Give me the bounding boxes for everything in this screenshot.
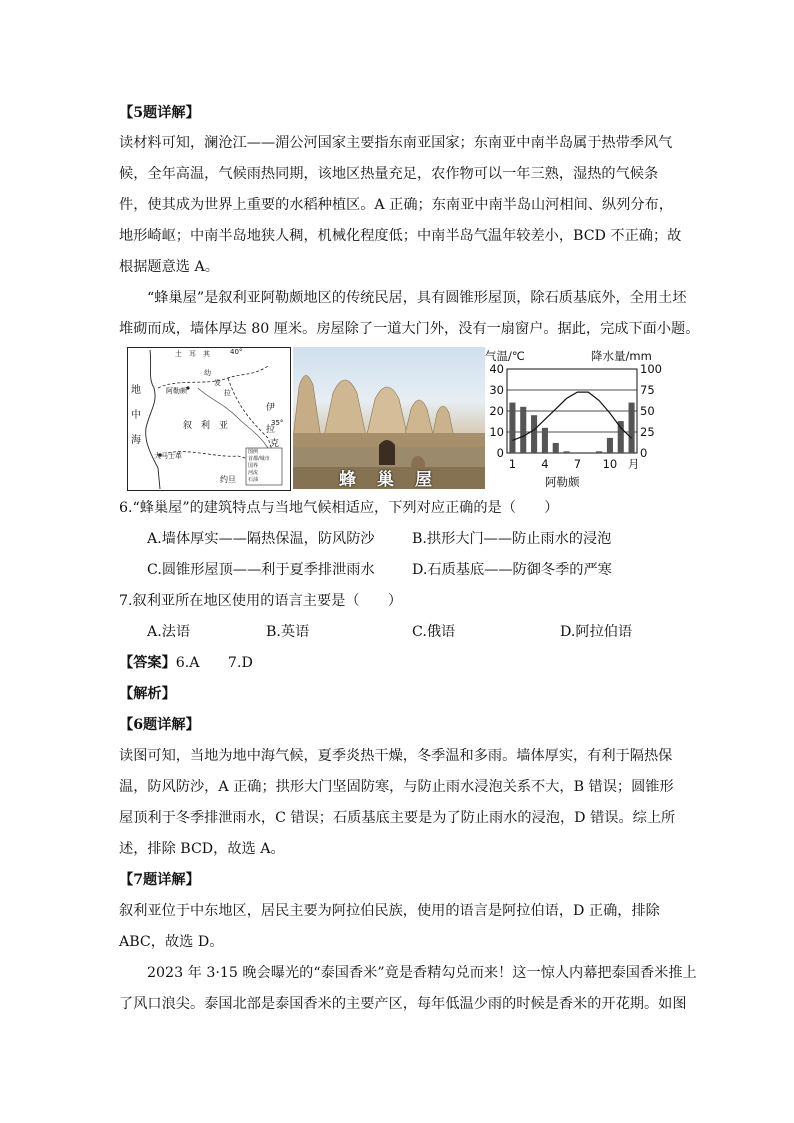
month-tick-label: 4 — [541, 457, 549, 471]
right-tick-label: 0 — [640, 446, 648, 460]
map-label-mediterranean: 中 — [131, 410, 141, 421]
q6-option-d: D.石质基底——防御冬季的严寒 — [412, 562, 612, 578]
right-axis-label: 降水量/mm — [591, 349, 652, 363]
precipitation-bar — [542, 428, 548, 453]
month-tick-label: 7 — [573, 457, 582, 471]
map-label-iraq: 拉 — [266, 425, 276, 435]
next-passage-line: 了风口浪尖。泰国北部是泰国香米的主要产区，每年低温少雨的时候是香米的开花期。如图 — [119, 996, 687, 1012]
q5-heading: 【5题详解】 — [119, 105, 200, 121]
precipitation-bar — [553, 443, 559, 453]
left-tick-label: 40 — [489, 362, 504, 376]
answer-line — [119, 653, 253, 673]
legend-item: 石油 — [248, 477, 259, 483]
intro-text-line: “蜂巢屋”是叙利亚阿勒颇地区的传统民居，具有圆锥形屋顶，除石质基底外，全用土坯 — [147, 290, 687, 306]
temperature-line — [512, 392, 631, 440]
q7-option-b: B.英语 — [266, 624, 310, 640]
x-unit-label: 月 — [627, 457, 640, 471]
q6-detail-line: 屋顶利于冬季排泄雨水，C 错误；石质基底主要是为了防止雨水的浸泡，D 错误。综上所 — [119, 810, 676, 826]
q5-text-line: 读材料可知，澜沧江——湄公河国家主要指东南亚国家；东南亚中南半岛属于热带季风气 — [119, 135, 673, 151]
q7-detail-line: ABC，故选 D。 — [119, 934, 224, 950]
right-tick-label: 100 — [640, 362, 662, 376]
q6-option-b: B.拱形大门——防止雨水的浸泡 — [412, 531, 612, 547]
month-tick-label: 1 — [508, 457, 517, 471]
q6-detail-heading: 【6题详解】 — [119, 717, 200, 733]
q7-detail-line: 叙利亚位于中东地区，居民主要为阿拉伯民族，使用的语言是阿拉伯语，D 正确，排除 — [119, 903, 660, 919]
q5-text-line: 地形崎岖；中南半岛地狭人稠，机械化程度低；中南半岛气温年较差小，BCD 不正确；故 — [119, 228, 682, 244]
precipitation-bar — [607, 438, 613, 453]
right-tick-label: 25 — [640, 425, 655, 439]
right-tick-label: 75 — [640, 383, 655, 397]
map-label-iraq: 克 — [270, 439, 280, 449]
precipitation-bar — [509, 403, 515, 453]
map-label-river: 幼 — [204, 369, 211, 377]
syria-map — [127, 347, 291, 491]
precipitation-bar — [531, 415, 537, 453]
q7-detail-heading: 【7题详解】 — [119, 872, 200, 888]
precipitation-bar — [564, 451, 570, 453]
q5-text-line: 候，全年高温，气候雨热同期，该地区热量充足，农作物可以一年三熟，湿热的气候条 — [119, 166, 659, 182]
left-tick-label: 30 — [489, 383, 504, 397]
map-label-mediterranean: 海 — [131, 435, 141, 446]
q7-stem: 7.叙利亚所在地区使用的语言主要是（ ） — [119, 593, 403, 609]
legend-item: 图例 — [248, 449, 259, 455]
map-label-river: 拉 — [224, 389, 231, 397]
map-label-turkey: 土 耳 其 — [175, 350, 210, 358]
intro-text-line: 堆砌而成，墙体厚达 80 厘米。房屋除了一道大门外，没有一扇窗户。据此，完成下面小题。 — [119, 321, 700, 337]
q6-stem: 6.“蜂巢屋”的建筑特点与当地气候相适应，下列对应正确的是（ ） — [119, 500, 559, 516]
map-label-syria: 叙 利 亚 — [183, 421, 229, 431]
q6-option-c: C.圆锥形屋顶——利于夏季排泄雨水 — [147, 562, 375, 578]
q6-detail-line: 读图可知，当地为地中海气候，夏季炎热干燥，冬季温和多雨。墙体厚实，有利于隔热保 — [119, 748, 673, 764]
right-tick-label: 50 — [640, 404, 655, 418]
precipitation-bar — [520, 407, 526, 453]
left-tick-label: 10 — [489, 425, 504, 439]
answer-value: 6.A 7.D — [175, 655, 253, 671]
map-label-river: 发 — [214, 379, 221, 387]
map-legend — [248, 449, 270, 484]
map-label-lat40: 40° — [230, 348, 243, 356]
analysis-heading: 【解析】 — [119, 686, 176, 702]
next-passage-line: 2023 年 3·15 晚会曝光的“泰国香米”竟是香精勾兑而来！这一惊人内幕把泰国香米推上 — [147, 965, 697, 981]
month-tick-label: 10 — [602, 457, 618, 471]
q5-text-line: 根据题意选 A。 — [119, 259, 219, 275]
left-tick-label: 0 — [496, 446, 504, 460]
climate-chart-svg — [485, 347, 667, 489]
climate-chart — [485, 347, 667, 489]
q6-option-a: A.墙体厚实——隔热保温，防风防沙 — [147, 531, 375, 547]
q6-detail-line: 述，排除 BCD，故选 A。 — [119, 841, 285, 857]
map-label-aleppo: 阿勒颇 — [166, 387, 187, 395]
q7-option-a: A.法语 — [147, 624, 191, 640]
beehive-house-photo — [293, 347, 485, 489]
map-label-lat35: 35° — [271, 419, 284, 427]
answer-label: 【答案】 — [119, 655, 176, 671]
map-label-iraq: 伊 — [266, 403, 276, 413]
map-label-damascus: 大马士革 — [154, 452, 182, 460]
q5-text-line: 件，使其成为世界上重要的水稻种植区。A 正确；东南亚中南半岛山河相间、纵列分布， — [119, 197, 673, 213]
map-label-mediterranean: 地 — [131, 385, 141, 396]
q7-option-c: C.俄语 — [412, 624, 456, 640]
map-label-jordan: 约旦 — [220, 475, 236, 484]
left-axis-label: 气温/℃ — [485, 349, 525, 363]
legend-item: 河流 — [248, 470, 259, 476]
photo-caption: 蜂 巢 屋 — [339, 470, 434, 489]
left-tick-label: 20 — [489, 404, 504, 418]
q7-option-d: D.阿拉伯语 — [560, 624, 633, 640]
station-name: 阿勒颇 — [545, 475, 580, 489]
legend-item: 首都/城市 — [248, 456, 270, 462]
precipitation-bar — [596, 451, 602, 453]
precipitation-bar — [629, 403, 635, 453]
q6-detail-line: 温，防风防沙，A 正确；拱形大门坚固防寒，与防止雨水浸泡关系不大，B 错误；圆锥形 — [119, 779, 674, 795]
legend-item: 国界 — [248, 463, 259, 469]
